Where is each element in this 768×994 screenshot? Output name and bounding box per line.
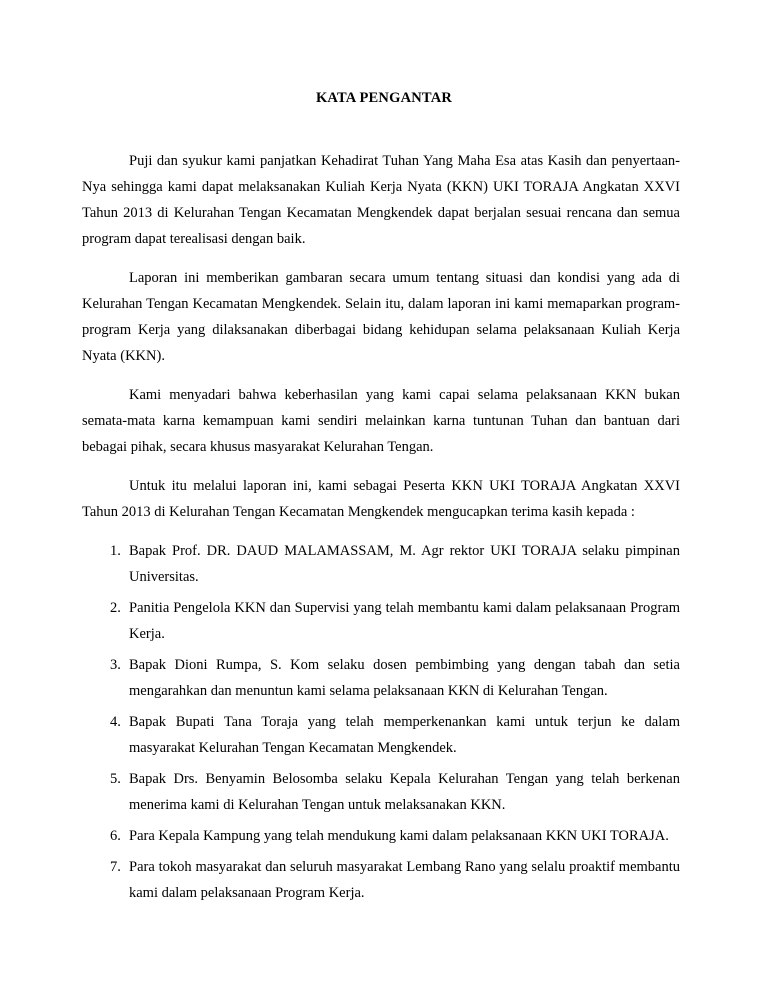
list-item <box>82 823 680 849</box>
list-item <box>82 652 680 704</box>
list-item-number: 1. <box>110 543 121 559</box>
list-item <box>82 538 680 590</box>
list-item <box>82 709 680 761</box>
list-item-text: Bapak Drs. Benyamin Belosomba selaku Kepala Kelurahan Tengan yang telah berkenan menerima kami di Kelurahan Tengan untuk melaksanakan KKN. <box>129 771 680 813</box>
list-item-number: 7. <box>110 859 121 875</box>
list-item <box>82 595 680 647</box>
list-item-number: 4. <box>110 714 121 730</box>
list-item-text: Para Kepala Kampung yang telah mendukung kami dalam pelaksanaan KKN UKI TORAJA. <box>129 828 669 844</box>
list-item-text: Para tokoh masyarakat dan seluruh masyarakat Lembang Rano yang selalu proaktif membantu kami dalam pelaksanaan Program Kerja. <box>129 859 680 901</box>
list-item-text: Panitia Pengelola KKN dan Supervisi yang telah membantu kami dalam pelaksanaan Program Kerja. <box>129 600 680 642</box>
list-item-number: 3. <box>110 657 121 673</box>
page-title: KATA PENGANTAR <box>315 90 453 106</box>
document-body <box>82 148 680 911</box>
list-item <box>82 766 680 818</box>
list-item-text: Bapak Prof. DR. DAUD MALAMASSAM, M. Agr rektor UKI TORAJA selaku pimpinan Universitas. <box>129 543 680 585</box>
paragraph-2: Laporan ini memberikan gambaran secara umum tentang situasi dan kondisi yang ada di Kelurahan Tengan Kecamatan Mengkendek. Selain itu, dalam laporan ini kami memaparkan program-program Kerja yang dilaksanakan diberbagai bidang kehidupan selama pelaksanaan Kuliah Kerja Nyata (KKN). <box>82 270 680 364</box>
paragraph-1: Puji dan syukur kami panjatkan Kehadirat Tuhan Yang Maha Esa atas Kasih dan penyertaan-Nya sehingga kami dapat melaksanakan Kuliah Kerja Nyata (KKN) UKI TORAJA Angkatan XXVI Tahun 2013 di Kelurahan Tengan Kecamatan Mengkendek dapat berjalan sesuai rencana dan semua program dapat terealisasi dengan baik. <box>82 153 680 247</box>
thanks-list <box>82 538 680 906</box>
list-item-number: 6. <box>110 828 121 844</box>
list-item-number: 5. <box>110 771 121 787</box>
list-item <box>82 854 680 906</box>
list-item-text: Bapak Dioni Rumpa, S. Kom selaku dosen pembimbing yang dengan tabah dan setia mengarahkan dan menuntun kami selama pelaksanaan KKN di Kelurahan Tengan. <box>129 657 680 699</box>
paragraph-4: Untuk itu melalui laporan ini, kami sebagai Peserta KKN UKI TORAJA Angkatan XXVI Tahun 2013 di Kelurahan Tengan Kecamatan Mengkendek mengucapkan terima kasih kepada : <box>82 478 680 520</box>
paragraph-3: Kami menyadari bahwa keberhasilan yang kami capai selama pelaksanaan KKN bukan semata-mata karna kemampuan kami sendiri melainkan karna tuntunan Tuhan dan bantuan dari bebagai pihak, secara khusus masyarakat Kelurahan Tengan. <box>82 387 680 455</box>
list-item-number: 2. <box>110 600 121 616</box>
list-item-text: Bapak Bupati Tana Toraja yang telah memperkenankan kami untuk terjun ke dalam masyarakat Kelurahan Tengan Kecamatan Mengkendek. <box>129 714 680 756</box>
